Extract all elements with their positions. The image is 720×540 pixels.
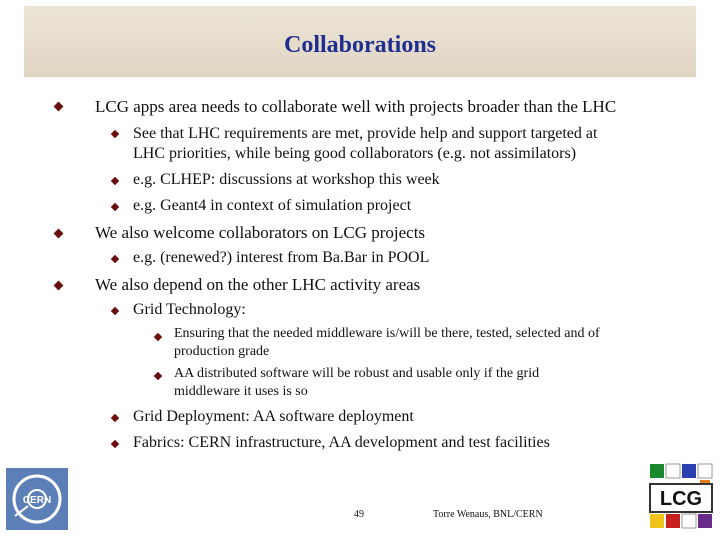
bullet-marker bbox=[111, 203, 119, 211]
cern-logo bbox=[6, 468, 68, 530]
bullet-text: Fabrics: CERN infrastructure, AA development and test facilities bbox=[133, 434, 550, 451]
bullet-marker bbox=[54, 281, 64, 291]
footer-author: Torre Wenaus, BNL/CERN bbox=[433, 509, 543, 520]
bullet-marker bbox=[111, 307, 119, 315]
bullet-marker bbox=[111, 440, 119, 448]
bullet-text-continuation: middleware it uses is so bbox=[174, 384, 308, 399]
bullet-marker bbox=[54, 229, 64, 239]
bullet-text: Grid Deployment: AA software deployment bbox=[133, 408, 414, 425]
page-number: 49 bbox=[354, 509, 364, 520]
bullet-marker bbox=[111, 255, 119, 263]
bullet-marker bbox=[111, 177, 119, 185]
bullet-marker bbox=[111, 130, 119, 138]
bullet-text: Ensuring that the needed middleware is/will be there, tested, selected and of bbox=[174, 326, 600, 341]
title-band bbox=[24, 6, 696, 77]
bullet-text: e.g. Geant4 in context of simulation project bbox=[133, 197, 412, 214]
bullet-marker bbox=[154, 333, 162, 341]
bullet-text-continuation: LHC priorities, while being good collaborators (e.g. not assimilators) bbox=[133, 145, 577, 162]
bullet-marker bbox=[111, 414, 119, 422]
bullet-text: LCG apps area needs to collaborate well with projects broader than the LHC bbox=[95, 97, 617, 116]
bullet-text: e.g. (renewed?) interest from Ba.Bar in POOL bbox=[133, 249, 430, 266]
bullet-text: We also depend on the other LHC activity areas bbox=[95, 275, 421, 294]
bullet-text: Grid Technology: bbox=[133, 301, 246, 318]
bullet-marker bbox=[54, 102, 64, 112]
cern-logo-text: CERN bbox=[22, 495, 52, 506]
bullet-text: AA distributed software will be robust and usable only if the grid bbox=[174, 366, 540, 381]
bullet-marker bbox=[154, 372, 162, 380]
bullet-text: See that LHC requirements are met, provide help and support targeted at bbox=[133, 125, 598, 142]
bullet-text: e.g. CLHEP: discussions at workshop this week bbox=[133, 171, 440, 188]
bullet-text-continuation: production grade bbox=[174, 344, 270, 359]
lcg-logo bbox=[648, 462, 716, 532]
lcg-logo-text: LCG bbox=[659, 488, 703, 510]
bullet-text: We also welcome collaborators on LCG projects bbox=[95, 223, 426, 242]
slide-title: Collaborations bbox=[283, 32, 436, 58]
